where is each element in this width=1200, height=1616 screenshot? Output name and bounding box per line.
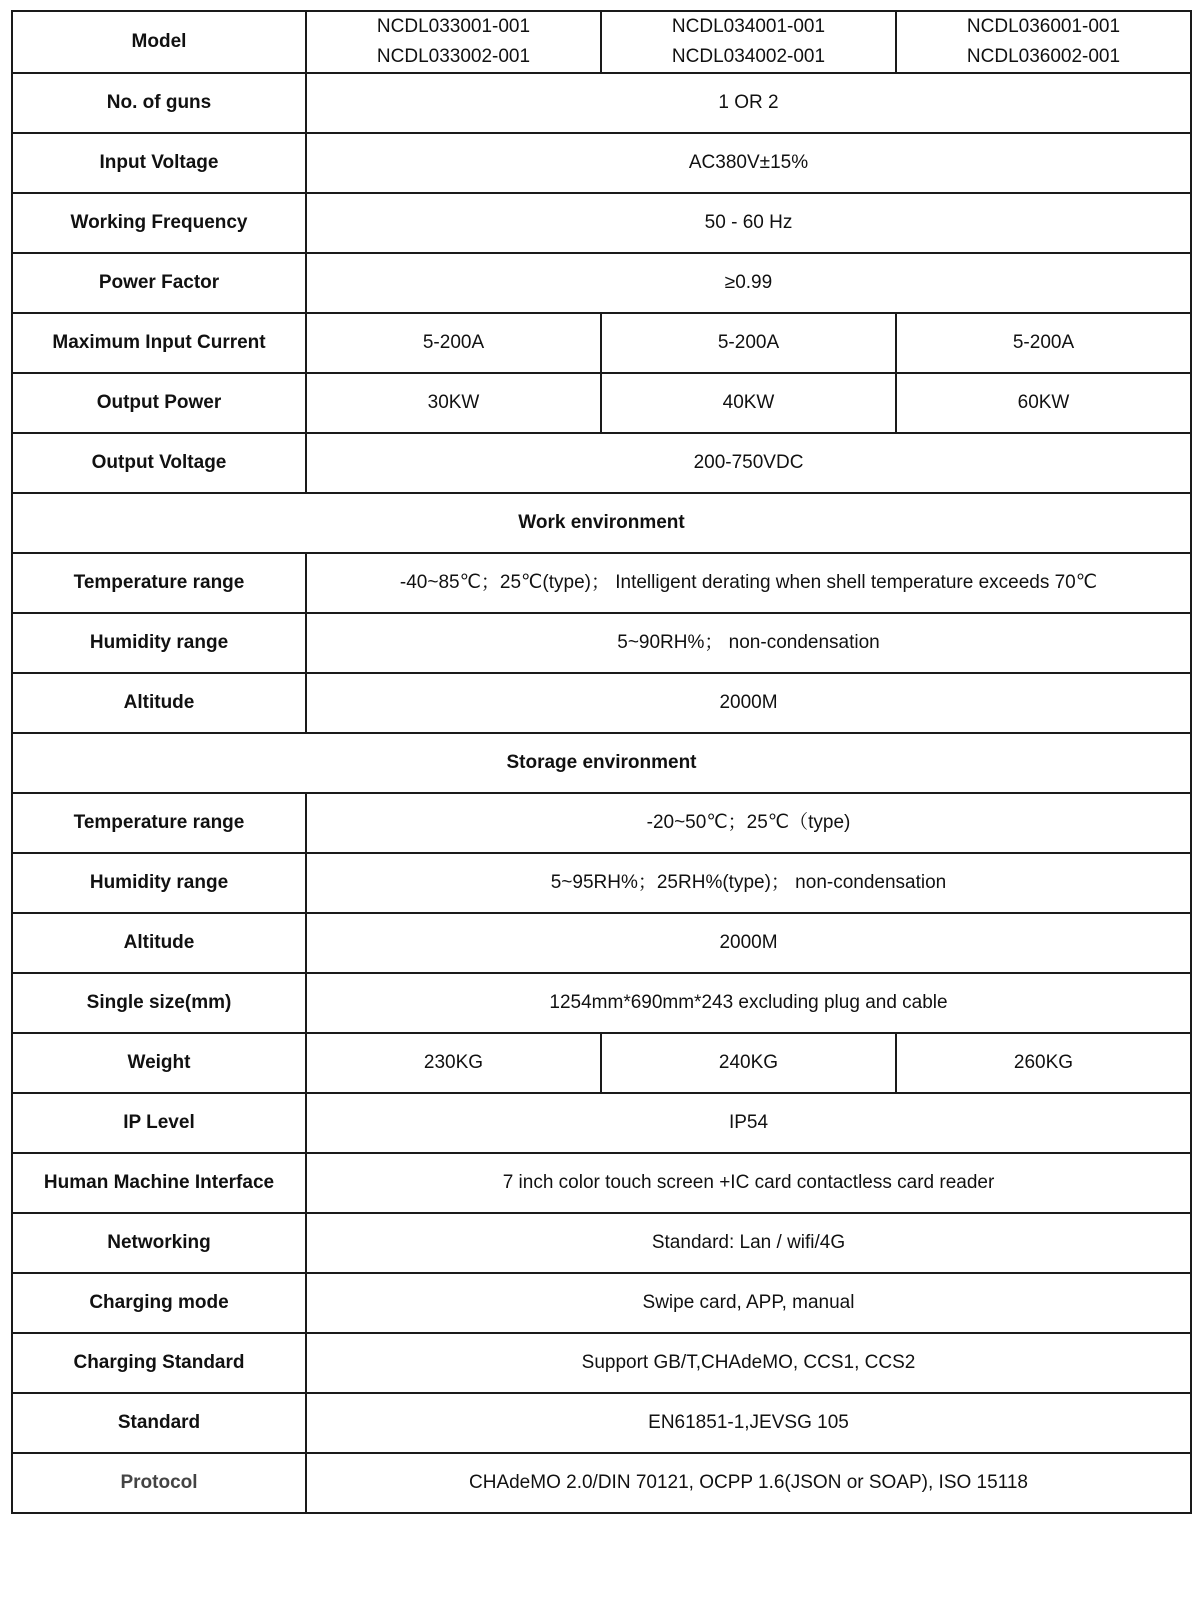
spec-row [12,793,1191,853]
section-row [12,733,1191,793]
spec-label: Altitude [12,673,306,733]
spec-value: CHAdeMO 2.0/DIN 70121, OCPP 1.6(JSON or SOAP), ISO 15118 [306,1453,1191,1513]
spec-value: Standard: Lan / wifi/4G [306,1213,1191,1273]
spec-label: Weight [12,1033,306,1093]
section-row [12,493,1191,553]
spec-row [12,673,1191,733]
spec-row [12,1393,1191,1453]
spec-row [12,1033,1191,1093]
spec-label: Temperature range [12,793,306,853]
model-code: NCDL036001-001 [966,16,1121,37]
spec-label: Charging mode [12,1273,306,1333]
spec-row [12,613,1191,673]
spec-value: 50 - 60 Hz [306,193,1191,253]
spec-row [12,1333,1191,1393]
spec-label: Power Factor [12,253,306,313]
model-cell-1 [306,11,601,73]
spec-value: IP54 [306,1093,1191,1153]
spec-label: Protocol [12,1453,306,1513]
spec-label: Humidity range [12,853,306,913]
spec-label: Humidity range [12,613,306,673]
spec-value-model-2: 5-200A [601,313,896,373]
spec-label: IP Level [12,1093,306,1153]
model-cell-3 [896,11,1191,73]
spec-value: -20~50℃；25℃（type) [306,793,1191,853]
spec-row [12,133,1191,193]
spec-value-model-2: 40KW [601,373,896,433]
spec-label: Single size(mm) [12,973,306,1033]
spec-table-body [12,11,1191,1513]
spec-label: Altitude [12,913,306,973]
spec-row [12,73,1191,133]
spec-label: Maximum Input Current [12,313,306,373]
spec-row [12,1213,1191,1273]
spec-label: Output Voltage [12,433,306,493]
spec-label: Temperature range [12,553,306,613]
spec-value: ≥0.99 [306,253,1191,313]
spec-row [12,913,1191,973]
spec-label: Working Frequency [12,193,306,253]
spec-value: AC380V±15% [306,133,1191,193]
spec-row [12,853,1191,913]
spec-label: Standard [12,1393,306,1453]
spec-value-model-1: 5-200A [306,313,601,373]
spec-label: Charging Standard [12,1333,306,1393]
model-code: NCDL036002-001 [966,46,1121,67]
spec-value: -40~85℃；25℃(type)； Intelligent derating when shell temperature exceeds 70℃ [306,553,1191,613]
spec-table [11,10,1192,1514]
spec-value: 1254mm*690mm*243 excluding plug and cable [306,973,1191,1033]
spec-row [12,1273,1191,1333]
spec-value: 200-750VDC [306,433,1191,493]
section-header: Work environment [12,493,1191,553]
spec-label: Networking [12,1213,306,1273]
spec-value: 2000M [306,673,1191,733]
model-code: NCDL033001-001 [376,16,531,37]
spec-value-model-1: 30KW [306,373,601,433]
spec-row [12,1453,1191,1513]
spec-row [12,433,1191,493]
spec-value-model-2: 240KG [601,1033,896,1093]
spec-row [12,11,1191,73]
spec-value: 5~90RH%； non-condensation [306,613,1191,673]
spec-value: 7 inch color touch screen +IC card contactless card reader [306,1153,1191,1213]
spec-label: Model [12,11,306,73]
spec-value-model-3: 260KG [896,1033,1191,1093]
spec-row [12,313,1191,373]
spec-row [12,553,1191,613]
spec-value-model-1: 230KG [306,1033,601,1093]
spec-label: No. of guns [12,73,306,133]
spec-row [12,193,1191,253]
model-code: NCDL033002-001 [376,46,531,67]
spec-row [12,253,1191,313]
model-code: NCDL034002-001 [671,46,826,67]
spec-value: Support GB/T,CHAdeMO, CCS1, CCS2 [306,1333,1191,1393]
spec-label: Output Power [12,373,306,433]
spec-value: EN61851-1,JEVSG 105 [306,1393,1191,1453]
spec-label: Input Voltage [12,133,306,193]
model-code: NCDL034001-001 [671,16,826,37]
spec-value: Swipe card, APP, manual [306,1273,1191,1333]
spec-label: Human Machine Interface [12,1153,306,1213]
model-cell-2 [601,11,896,73]
section-header: Storage environment [12,733,1191,793]
spec-row [12,1093,1191,1153]
spec-row [12,1153,1191,1213]
spec-value: 5~95RH%；25RH%(type)； non-condensation [306,853,1191,913]
spec-row [12,373,1191,433]
spec-value: 2000M [306,913,1191,973]
spec-row [12,973,1191,1033]
spec-value: 1 OR 2 [306,73,1191,133]
spec-value-model-3: 60KW [896,373,1191,433]
spec-value-model-3: 5-200A [896,313,1191,373]
